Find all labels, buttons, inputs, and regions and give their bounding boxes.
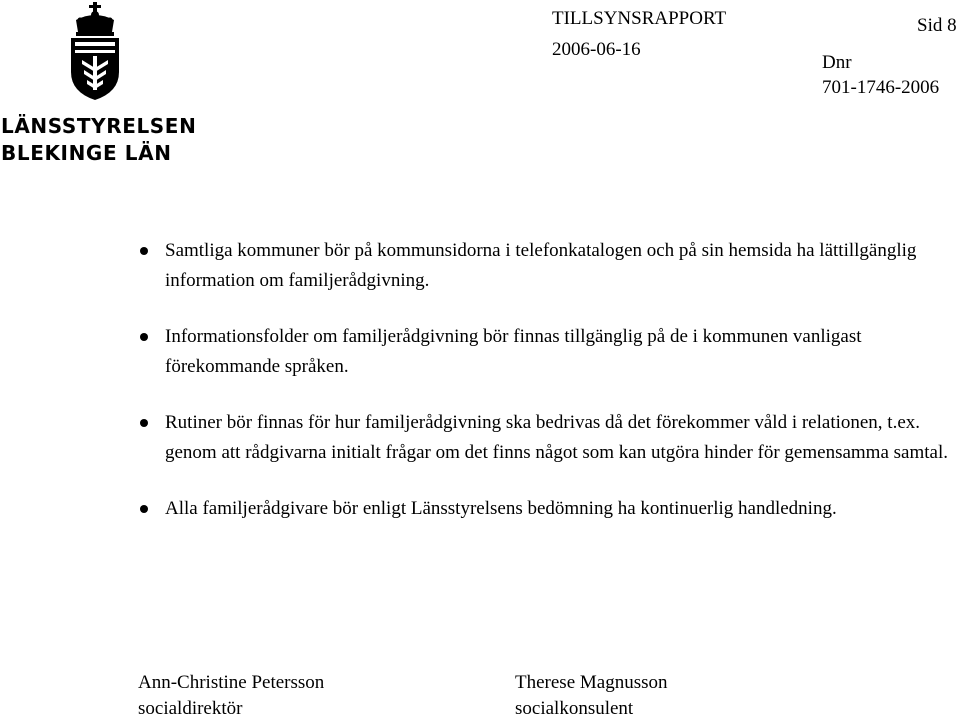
organization-name-line-1: LÄNSSTYRELSEN	[1, 114, 197, 138]
signatory-title: socialdirektör	[138, 698, 243, 719]
list-item-text: Informationsfolder om familjerådgivning bör finnas tillgänglig på de i kommunen vanligast förekommande språken.	[165, 326, 862, 377]
bullet-icon	[140, 247, 148, 255]
bullet-icon	[140, 419, 148, 427]
dnr-value: 701-1746-2006	[822, 77, 940, 98]
document-type: TILLSYNSRAPPORT	[552, 8, 727, 29]
bullet-icon	[140, 333, 148, 341]
signatory-name: Ann-Christine Petersson	[138, 672, 325, 693]
list-item-text: Alla familjerådgivare bör enligt Länsstyrelsens bedömning ha kontinuerlig handledning.	[165, 498, 837, 519]
list-item-text: Rutiner bör finnas för hur familjerådgivning ska bedrivas då det förekommer våld i relationen, t.ex. genom att rådgivarna initialt frågar om det finns något som kan utgöra hinder för gemensamma samtal.	[165, 412, 948, 463]
list-item	[165, 494, 955, 524]
bullet-icon	[140, 505, 148, 513]
signature-block	[515, 670, 668, 722]
organization-name-line-2: BLEKINGE LÄN	[1, 141, 172, 165]
agency-logo	[0, 0, 200, 170]
signatory-title: socialkonsulent	[515, 698, 634, 719]
page-number: Sid 8	[917, 15, 957, 36]
signature-block	[138, 670, 324, 722]
list-item	[165, 322, 955, 382]
document-date: 2006-06-16	[552, 39, 641, 60]
list-item	[165, 408, 955, 468]
recommendation-list	[165, 236, 955, 550]
crown-crest-icon	[62, 2, 128, 102]
list-item-text: Samtliga kommuner bör på kommunsidorna i telefonkatalogen och på sin hemsida ha lättillgänglig information om familjerådgivning.	[165, 240, 917, 291]
dnr-label: Dnr	[822, 52, 852, 73]
signatory-name: Therese Magnusson	[515, 672, 668, 693]
list-item	[165, 236, 955, 296]
